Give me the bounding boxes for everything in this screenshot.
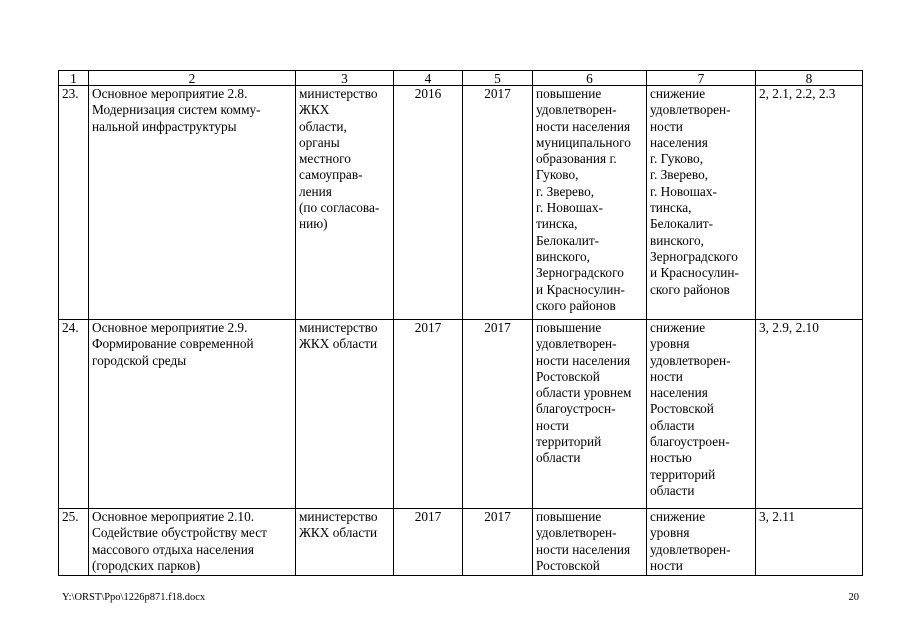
end-year: 2017: [463, 320, 533, 509]
event-name: Основное мероприятие 2.8. Модернизация систем комму- нальной инфраструктуры: [89, 86, 296, 320]
column-number-2: 2: [89, 71, 296, 86]
start-year: 2017: [394, 509, 463, 576]
table-row: [59, 509, 863, 576]
start-year: 2016: [394, 86, 463, 320]
expected-result: повышение удовлетворен- ности населения Ростовской: [533, 509, 647, 576]
file-path: Y:\ORST\Ppo\1226p871.f18.docx: [62, 592, 206, 603]
column-number-6: 6: [533, 71, 647, 86]
related-indicators: 3, 2.9, 2.10: [756, 320, 863, 509]
table-row: [59, 86, 863, 320]
row-number: 25.: [59, 509, 89, 576]
table-header-row: [59, 71, 863, 86]
measures-table: [58, 70, 863, 576]
non-implementation-consequence: снижение удовлетворен- ности населения г. Гуково, г. Зверево, г. Новошах- тинска, Белокалит- винского, Зерноградского и Красносулин- ского районов: [647, 86, 756, 320]
column-number-5: 5: [463, 71, 533, 86]
row-number: 23.: [59, 86, 89, 320]
executor: министерство ЖКХ области, органы местного самоуправ- ления (по согласова- нию): [296, 86, 394, 320]
event-name: Основное мероприятие 2.10. Содействие обустройству мест массового отдыха населения (городских парков): [89, 509, 296, 576]
row-number: 24.: [59, 320, 89, 509]
column-number-1: 1: [59, 71, 89, 86]
page-number: 20: [848, 592, 859, 603]
non-implementation-consequence: снижение уровня удовлетворен- ности населения Ростовской области благоустроен- ностью территорий области: [647, 320, 756, 509]
column-number-7: 7: [647, 71, 756, 86]
end-year: 2017: [463, 509, 533, 576]
executor: министерство ЖКХ области: [296, 509, 394, 576]
related-indicators: 2, 2.1, 2.2, 2.3: [756, 86, 863, 320]
executor: министерство ЖКХ области: [296, 320, 394, 509]
table-row: [59, 320, 863, 509]
related-indicators: 3, 2.11: [756, 509, 863, 576]
non-implementation-consequence: снижение уровня удовлетворен- ности: [647, 509, 756, 576]
column-number-4: 4: [394, 71, 463, 86]
expected-result: повышение удовлетворен- ности населения муниципального образования г. Гуково, г. Зверево, г. Новошах- тинска, Белокалит- винского, Зерноградского и Красносулин- ского районов: [533, 86, 647, 320]
column-number-8: 8: [756, 71, 863, 86]
end-year: 2017: [463, 86, 533, 320]
expected-result: повышение удовлетворен- ности населения Ростовской области уровнем благоустрoсн- ности территорий области: [533, 320, 647, 509]
start-year: 2017: [394, 320, 463, 509]
column-number-3: 3: [296, 71, 394, 86]
event-name: Основное мероприятие 2.9. Формирование современной городской среды: [89, 320, 296, 509]
